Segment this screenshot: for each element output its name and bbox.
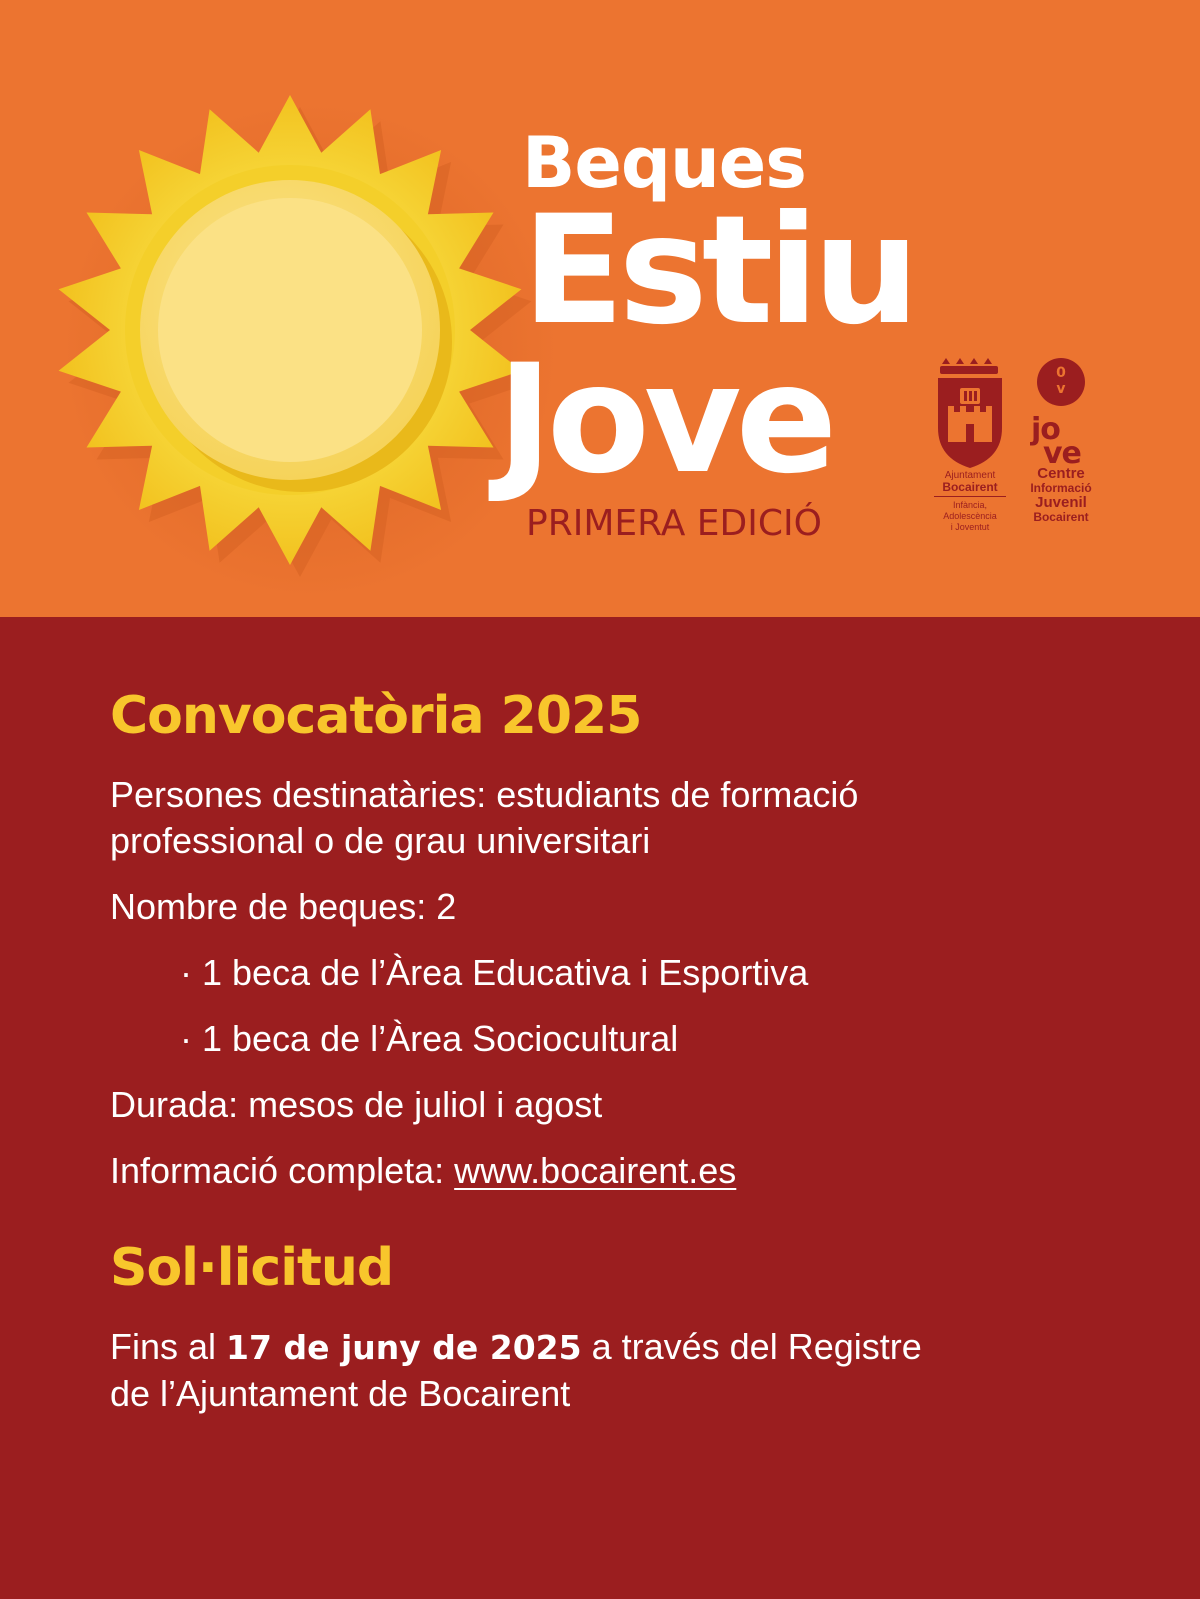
sollicitud-prefix: Fins al — [110, 1326, 227, 1367]
bocairent-link[interactable]: www.bocairent.es — [454, 1150, 737, 1191]
convocatoria-heading: Convocatòria 2025 — [110, 686, 642, 746]
department-line1: Infància, — [952, 500, 988, 510]
nombre-beques: Nombre de beques: 2 — [110, 886, 457, 927]
sollicitud-suffix: a través del Registre — [581, 1326, 922, 1367]
main-content — [110, 686, 1110, 1417]
informacio-completa — [110, 1148, 1110, 1194]
department-line2: Adolescència — [943, 511, 997, 521]
jove-wordmark — [1025, 412, 1097, 471]
sollicitud-heading: Sol·licitud — [110, 1238, 394, 1298]
destinataries-line2: professional o de grau universitari — [110, 820, 651, 861]
title-jove: Jove — [497, 333, 832, 507]
jove-juvenil: Juvenil — [1035, 494, 1087, 511]
department-line3: i Joventut — [950, 522, 990, 532]
durada: Durada: mesos de juliol i agost — [110, 1084, 603, 1125]
header-banner — [0, 0, 1200, 617]
jove-bocairent: Bocairent — [1033, 510, 1089, 524]
edition-subtitle: PRIMERA EDICIÓ — [526, 503, 822, 544]
jove-word-jo: jo — [1031, 412, 1060, 447]
sun-illustration — [40, 90, 560, 610]
title-estiu: Estiu — [522, 184, 914, 358]
coat-of-arms-icon — [934, 358, 1006, 470]
jove-centre: Centre — [1037, 465, 1085, 482]
bullet-sociocultural: · 1 beca de l’Àrea Sociocultural — [180, 1018, 679, 1059]
ajuntament-label: Ajuntament — [944, 470, 996, 481]
deadline-date: 17 de juny de 2025 — [226, 1328, 582, 1367]
sollicitud-line2: de l’Ajuntament de Bocairent — [110, 1373, 571, 1414]
sun-icon — [40, 90, 560, 610]
jove-circle-top: 0 — [1056, 365, 1066, 381]
informacio-label: Informació completa: — [110, 1150, 455, 1191]
sollicitud-line1 — [110, 1324, 1110, 1371]
destinataries-line1: Persones destinatàries: estudiants de formació — [110, 774, 859, 815]
title-beques: Beques — [522, 122, 806, 204]
jove-logo — [1025, 358, 1097, 524]
ajuntament-logo — [930, 358, 1010, 533]
bullet-educativa: · 1 beca de l’Àrea Educativa i Esportiva — [180, 952, 809, 993]
bocairent-label: Bocairent — [934, 481, 1006, 497]
jove-word-ve: ve — [1043, 436, 1081, 471]
jove-informacio: Informació — [1030, 481, 1092, 495]
jove-circle-icon — [1037, 358, 1085, 406]
jove-circle-bottom: v — [1056, 381, 1066, 397]
